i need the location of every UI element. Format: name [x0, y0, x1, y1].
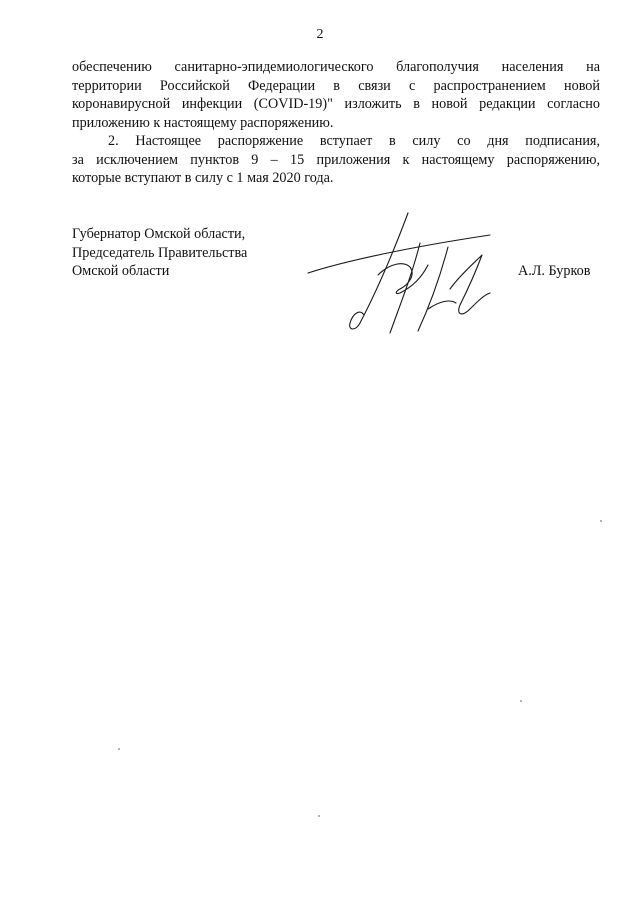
body-text	[72, 58, 600, 188]
handwritten-signature	[300, 205, 510, 340]
signatory-title	[72, 225, 247, 281]
signer-name: А.Л. Бурков	[518, 263, 591, 279]
signatory-title-line-3: Омской области	[72, 263, 170, 279]
scan-speck	[520, 700, 522, 702]
scan-speck	[600, 520, 602, 522]
signatory-title-line-2: Председатель Правительства	[72, 244, 248, 261]
signatory-title-line-1: Губернатор Омской области,	[72, 226, 246, 242]
scan-speck	[318, 815, 320, 817]
paragraph-1-line-2: территории Российской Федерации в связи с распространением новой	[72, 77, 600, 94]
paragraph-1-line-1: обеспечению санитарно-эпидемиологического благополучия населения на	[72, 59, 600, 75]
paragraph-2-line-1: 2. Настоящее распоряжение вступает в силу со дня подписания,	[108, 133, 600, 149]
paragraph-2-line-2: за исключением пунктов 9 – 15 приложения к настоящему распоряжению,	[72, 151, 600, 168]
scan-speck	[118, 748, 120, 750]
page-number: 2	[316, 27, 324, 42]
paragraph-1-line-3: коронавирусной инфекции (COVID-19)" изложить в новой редакции согласно	[72, 96, 600, 112]
paragraph-1-line-4: приложению к настоящему распоряжению.	[72, 114, 334, 131]
paragraph-2-line-3: которые вступают в силу с 1 мая 2020 года.	[72, 170, 334, 186]
